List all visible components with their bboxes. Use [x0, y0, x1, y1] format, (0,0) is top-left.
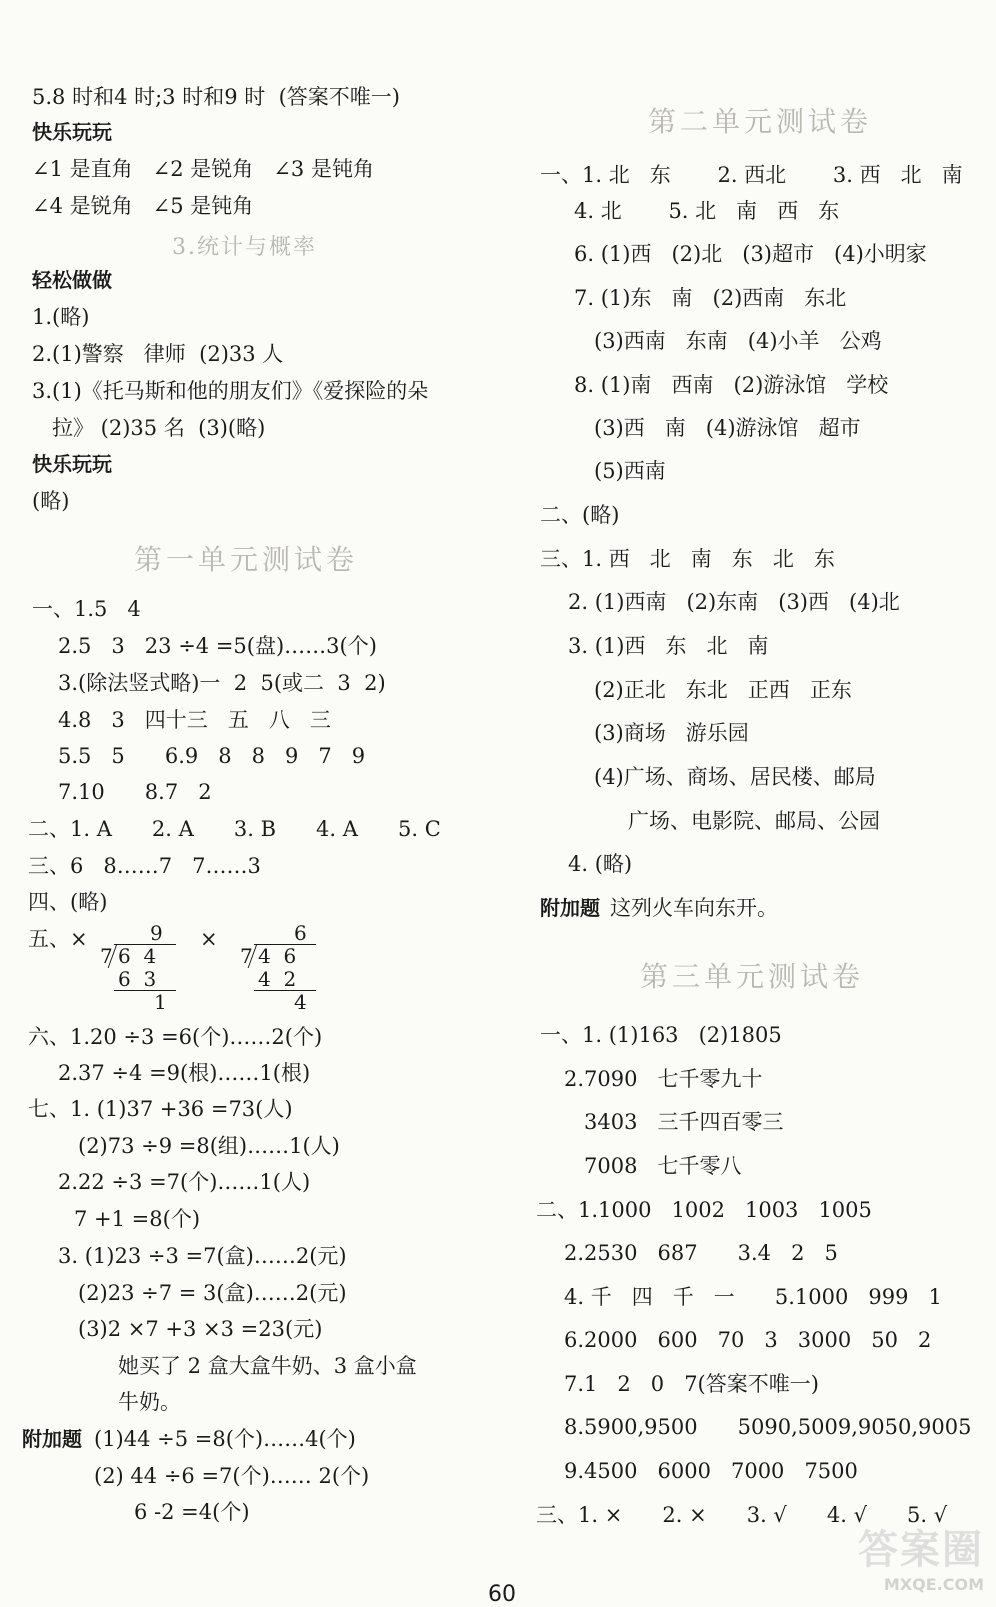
long-division	[100, 922, 180, 1018]
answer-line: (2)正北 东北 正西 正东	[594, 678, 852, 702]
answer-line: 6. (1)西 (2)北 (3)超市 (4)小明家	[574, 242, 927, 266]
dividend: 6 4	[118, 944, 157, 968]
answer-line: 六、1.20 ÷3 =6(个)……2(个)	[28, 1025, 323, 1049]
quotient: 9	[150, 921, 163, 945]
answer-line: 6.2000 600 70 3 3000 50 2	[564, 1328, 932, 1352]
answer-line: (3)商场 游乐园	[594, 721, 749, 745]
divisor: 7	[100, 944, 113, 968]
answer-line: 一、1. (1)163 (2)1805	[540, 1023, 782, 1047]
answer-line: 6 -2 =4(个)	[134, 1500, 250, 1524]
answer-line: 3.(除法竖式略)一 2 5(或二 3 2)	[58, 671, 386, 695]
answer-line: 7. (1)东 南 (2)西南 东北	[574, 286, 847, 310]
answer-line: 三、1. × 2. × 3. √ 4. √ 5. √	[536, 1503, 948, 1527]
answer-line: 5.5 5 6.9 8 8 9 7 9	[58, 744, 366, 768]
quotient: 6	[294, 921, 307, 945]
answer-line: 2. (1)西南 (2)东南 (3)西 (4)北	[568, 590, 900, 614]
answer-line: 5.8 时和4 时;3 时和9 时 (答案不唯一)	[32, 85, 400, 109]
watermark-logo-text: 答案圈	[858, 1527, 984, 1573]
answer-line: 三、6 8……7 7……3	[28, 854, 261, 878]
section-title: 3.统计与概率	[172, 235, 317, 260]
divisor: 7	[240, 944, 253, 968]
answer-line: 3.(1)《托马斯和他的朋友们》《爱探险的朵	[32, 379, 429, 403]
page-number: 60	[488, 1582, 516, 1607]
answer-line: 二、1. A 2. A 3. B 4. A 5. C	[28, 817, 441, 841]
section-heading: 轻松做做	[32, 268, 112, 292]
answer-line: 广场、电影院、邮局、公园	[628, 809, 880, 833]
remainder: 4	[294, 990, 307, 1014]
wrong-mark: ×	[200, 927, 218, 951]
answer-line: 一、1. 北 东 2. 西北 3. 西 北 南	[540, 163, 963, 187]
answer-line: 3403 三千四百零三	[584, 1110, 784, 1134]
answer-line: 7.1 2 0 7(答案不唯一)	[564, 1372, 819, 1396]
answer-line: 2.22 ÷3 =7(个)……1(人)	[58, 1170, 311, 1194]
answer-line: 7008 七千零八	[584, 1154, 742, 1178]
answer-line: 4. (略)	[568, 852, 633, 876]
answer-line: 4. 千 四 千 一 5.1000 999 1	[564, 1285, 942, 1309]
section-heading: 快乐玩玩	[32, 120, 112, 144]
answer-line: 这列火车向东开。	[610, 896, 778, 920]
answer-line: ∠4 是锐角 ∠5 是钝角	[32, 194, 254, 218]
answer-line: ∠1 是直角 ∠2 是锐角 ∠3 是钝角	[32, 157, 374, 181]
answer-line: (2)73 ÷9 =8(组)……1(人)	[78, 1134, 340, 1158]
answer-line: 3. (1)西 东 北 南	[568, 634, 769, 658]
answer-line: (1)44 ÷5 =8(个)……4(个)	[94, 1427, 356, 1451]
answer-line: 牛奶。	[118, 1390, 181, 1414]
bonus-label: 附加题	[22, 1427, 82, 1451]
answer-line: 7.10 8.7 2	[58, 780, 212, 804]
answer-line: 她买了 2 盒大盒牛奶、3 盒小盒	[118, 1354, 417, 1378]
watermark-url: MXQE.COM	[883, 1575, 984, 1594]
answer-line: 4. 北 5. 北 南 西 东	[574, 199, 840, 223]
answer-line: 9.4500 6000 7000 7500	[564, 1459, 858, 1483]
answer-line: 2.2530 687 3.4 2 5	[564, 1241, 838, 1265]
answer-line: 三、1. 西 北 南 东 北 东	[540, 547, 835, 571]
section-heading: 快乐玩玩	[32, 452, 112, 476]
answer-line: 8.5900,9500 5090,5009,9050,9005	[564, 1415, 972, 1439]
answer-line: 3. (1)23 ÷3 =7(盒)……2(元)	[58, 1244, 347, 1268]
answer-line: 拉》 (2)35 名 (3)(略)	[52, 416, 266, 440]
answer-line: 二、(略)	[540, 503, 620, 527]
answer-line: 2.5 3 23 ÷4 =5(盘)……3(个)	[58, 634, 377, 658]
dividend: 4 6	[258, 944, 297, 968]
product: 6 3	[118, 967, 157, 991]
answer-line: 8. (1)南 西南 (2)游泳馆 学校	[574, 373, 889, 397]
answer-line: (2) 44 ÷6 =7(个)…… 2(个)	[94, 1464, 370, 1488]
answer-line: (5)西南	[594, 459, 666, 483]
answer-line: 四、(略)	[28, 890, 108, 914]
answer-line: 7 +1 =8(个)	[74, 1207, 201, 1231]
answer-line: 一、1.5 4	[32, 597, 141, 621]
remainder: 1	[154, 990, 167, 1014]
answer-line: (2)23 ÷7 = 3(盒)……2(元)	[78, 1281, 347, 1305]
answer-line: 2.37 ÷4 =9(根)……1(根)	[58, 1061, 311, 1085]
watermark	[858, 1518, 984, 1594]
answer-line: 2.(1)警察 律师 (2)33 人	[32, 342, 284, 366]
product: 4 2	[258, 967, 297, 991]
unit-title: 第三单元测试卷	[640, 960, 865, 993]
answer-line: (3)2 ×7 +3 ×3 =23(元)	[78, 1317, 323, 1341]
answer-line: (3)西 南 (4)游泳馆 超市	[594, 416, 861, 440]
answer-line: 五、×	[28, 927, 88, 951]
answer-line: 1.(略)	[32, 305, 90, 329]
answer-line: 2.7090 七千零九十	[564, 1067, 763, 1091]
answer-line: 七、1. (1)37 +36 =73(人)	[28, 1097, 293, 1121]
unit-title: 第一单元测试卷	[134, 543, 359, 576]
bonus-label: 附加题	[540, 896, 600, 920]
unit-title: 第二单元测试卷	[648, 105, 873, 138]
long-division	[240, 922, 320, 1018]
answer-line: (4)广场、商场、居民楼、邮局	[594, 765, 876, 789]
answer-line: (略)	[32, 489, 70, 513]
answer-line: 二、1.1000 1002 1003 1005	[536, 1198, 872, 1222]
answer-line: (3)西南 东南 (4)小羊 公鸡	[594, 329, 882, 353]
answer-line: 4.8 3 四十三 五 八 三	[58, 708, 331, 732]
